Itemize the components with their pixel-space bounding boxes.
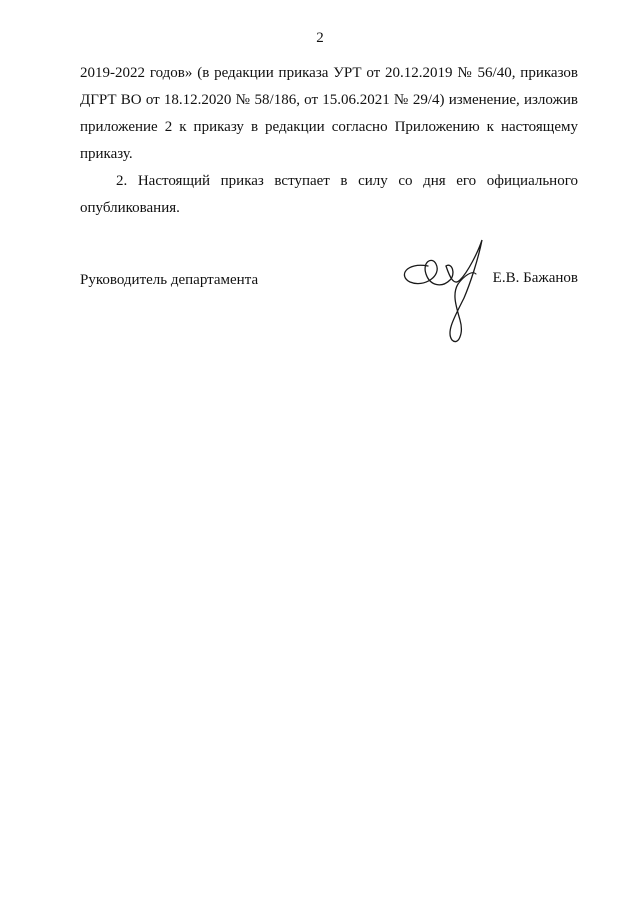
body-paragraph-1: 2019-2022 годов» (в редакции приказа УРТ от 20.12.2019 № 56/40, приказов ДГРТ ВО от 18.12.2020 № 58/186, от 15.06.2021 № 29/4) изменение, изложив приложение 2 к приказу в редакции согласно Приложению к настоящему приказу. <box>80 65 578 162</box>
signer-name: Е.В. Бажанов <box>492 270 578 286</box>
handwritten-signature <box>398 236 498 348</box>
page-number: 2 <box>316 30 324 46</box>
signature-block <box>80 268 578 358</box>
body-paragraph-2: 2. Настоящий приказ вступает в силу со дня его официального опубликования. <box>80 173 578 216</box>
signer-position: Руководитель департамента <box>80 272 259 288</box>
